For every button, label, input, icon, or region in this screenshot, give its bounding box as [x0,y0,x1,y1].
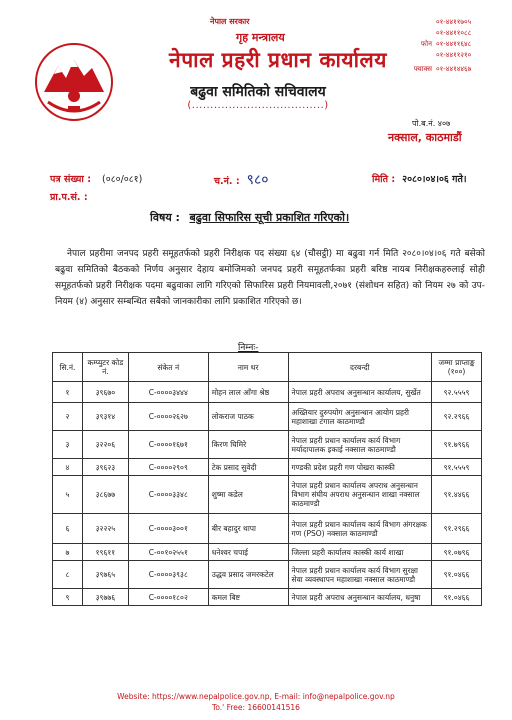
letter-number [50,172,142,185]
letter-number-value: (०८०/०८१) [102,174,143,185]
cell-code: १९६११ [82,544,128,561]
cell-sanket: C-००००१८०२ [128,589,208,606]
cell-darbandi: अख्तियार दुरुपयोग अनुसन्धान आयोग प्रहरी महाशाखा टंगाल काठमाण्डौ [288,403,432,431]
department-name: बढुवा समितिको सचिवालय [190,84,326,100]
table-row [53,459,482,476]
cell-name: टेक प्रसाद सुवेदी [208,459,288,476]
table-row [53,561,482,589]
date-value: २०८०।०४।०६ गते। [402,174,467,185]
cell-darbandi: जिल्ला प्रहरी कार्यालय कास्की कार्य शाखा [288,544,432,561]
cell-sn: २ [53,403,83,431]
cell-score: ९१.२९६६ [432,514,482,544]
table-row [53,403,482,431]
cell-name: मोहन लाल आँगा श्रेष्ठ [208,382,288,403]
cell-sn: ६ [53,514,83,544]
cell-darbandi: नेपाल प्रहरी प्रधान कार्यालय अपराध अनुसन्धान विभाग संघीय अपराध अनुसन्धान शाखा नक्साल काठमाण्डौ [288,476,432,514]
cell-sanket: C-००००१६७१ [128,431,208,459]
cell-name: बीर बहादुर थापा [208,514,288,544]
office-address: नक्साल, काठमाडौं [388,131,462,144]
col-header-darbandi: दरबन्दी [288,353,432,382]
fax-label: फ्याक्स [413,65,432,73]
letter-date [372,172,467,185]
gov-label: नेपाल सरकार [210,17,250,26]
phone-number: ०१-४४११७०५ [436,18,472,26]
promotion-list-table [52,352,482,606]
cell-score: ९२.५५५९ [432,382,482,403]
body-paragraph: नेपाल प्रहरीमा जनपद प्रहरी समूहतर्फको प्रहरी निरीक्षक पद संख्या ६४ (चौसट्ठी) मा बढुवा गर्न मिति २०८०।०४।०६ गते बसेको बढुवा समितिको बैठकको निर्णय अनुसार देहाय बमोजिमको जनपद प्रहरी समूहतर्फका प्रहरी बरिष्ठ नायब निरीक्षकहरुलाई सोही समूहतर्फको प्रहरी निरीक्षक पदमा बढुवाका लागि गरिएको सिफारिस प्रहरी नियमावली,२०७१ (संशोधन सहित) को नियम २७ को उप-नियम (४) अनुसार सम्बन्धित सबैको जानकारीका लागि प्रकाशित गरिएको छ। [55,249,485,307]
cell-sanket: C-००००३४४४ [128,382,208,403]
cell-code: ३८६७७ [82,476,128,514]
po-box: पो.ब.नं. ४०७ [412,119,451,128]
prasa-number [50,190,88,203]
nepal-police-emblem [28,40,120,124]
cell-sn: ३ [53,431,83,459]
cell-sanket: C-००००२६२७ [128,403,208,431]
cell-sn: १ [53,382,83,403]
cell-darbandi: गण्डकी प्रदेश प्रहरी गण पोखरा कास्की [288,459,432,476]
dispatch-number-label: च.नं. : [214,176,240,187]
cell-score: ९१.४४६६ [432,476,482,514]
cell-name: उद्धव प्रसाद जमरकटेल [208,561,288,589]
cell-darbandi: नेपाल प्रहरी प्रधान कार्यालय कार्य विभाग सुरक्षा सेवा व्यवस्थापन महाशाखा नक्साल काठमाण्डौ [288,561,432,589]
col-header-score: जम्मा प्राप्ताङ्क (१००) [432,353,482,382]
cell-sn: ८ [53,561,83,589]
cell-darbandi: नेपाल प्रहरी अपराध अनुसन्धान कार्यालय, सुर्खेत [288,382,432,403]
cell-score: ९२.२९६६ [432,403,482,431]
cell-code: ३२२२५ [82,514,128,544]
cell-sn: ५ [53,476,83,514]
cell-name: किरण घिमिरे [208,431,288,459]
list-title: निम्नः- [238,343,259,353]
cell-darbandi: नेपाल प्रहरी प्रधान कार्यालय कार्य विभाग मर्यादापालक इकाई नक्साल काठमाण्डौ [288,431,432,459]
cell-sanket: C-००००३३४८ [128,476,208,514]
subject-text: बढुवा सिफारिस सूची प्रकाशित गरिएको। [189,211,350,224]
cell-code: ३९६२३ [82,459,128,476]
col-header-sanket: संकेत नं [128,353,208,382]
cell-sanket: C-००००२९०९ [128,459,208,476]
cell-darbandi: नेपाल प्रहरी प्रधान कार्यालय कार्य विभाग अंगरक्षक गण (PSO) नक्साल काठमाण्डौ [288,514,432,544]
cell-sn: ४ [53,459,83,476]
cell-score: ९१.०७९६ [432,544,482,561]
cell-name: लोकराज पाठक [208,403,288,431]
table-row [53,589,482,606]
cell-code: ३९७६५ [82,561,128,589]
dispatch-number [214,170,269,189]
dispatch-number-value: ९८० [246,172,269,188]
cell-code: ३९३१४ [82,403,128,431]
prasa-label: प्रा.प.सं. : [50,192,88,203]
date-label: मिति : [372,174,396,185]
col-header-name: नाम थर [208,353,288,382]
subject-label: विषय : [150,211,180,224]
contact-block [402,18,506,76]
table-row [53,476,482,514]
table-header-row [53,353,482,382]
table-row [53,514,482,544]
cell-name: शुष्मा कडेल [208,476,288,514]
office-name: नेपाल प्रहरी प्रधान कार्यालय [169,48,387,72]
department-dots: (....................................) [187,100,329,111]
cell-sanket: C-००१०२५५१ [128,544,208,561]
cell-score: ९१.७९६६ [432,431,482,459]
ministry-name: गृह मन्त्रालय [236,31,285,44]
footer-contact: Website: https://www.nepalpolice.gov.np, E-mail: info@nepalpolice.gov.np [117,692,395,701]
cell-darbandi: नेपाल प्रहरी अपराध अनुसन्धान कार्यालय, धनुषा [288,589,432,606]
cell-score: ९१.०४६६ [432,561,482,589]
cell-name: कमल बिष्ट [208,589,288,606]
phone-number: ०१-४४११०८८ [436,29,472,37]
table-row [53,382,482,403]
footer-tollfree: To.' Free: 16600141516 [212,703,300,712]
col-header-code: कम्प्युटर कोड नं. [82,353,128,382]
fax-number: ०१-४४१४४६७ [436,65,472,73]
cell-code: ३२२०६ [82,431,128,459]
cell-code: ३९७७६ [82,589,128,606]
table-row [53,544,482,561]
cell-sn: ७ [53,544,83,561]
phone-number: ०१-४४११६४८ [436,40,472,48]
contact-label: फोन [420,40,432,48]
cell-name: धनेश्वर चपाई [208,544,288,561]
col-header-sn: सि.नं. [53,353,83,382]
subject-line [150,210,349,225]
letter-number-label: पत्र संख्या : [50,174,92,185]
cell-code: ३९६७० [82,382,128,403]
table-row [53,431,482,459]
phone-number: ०१-४४११२१० [436,51,472,59]
cell-score: ९१.०४६६ [432,589,482,606]
cell-sn: ९ [53,589,83,606]
cell-sanket: C-००००३९३८ [128,561,208,589]
cell-score: ९१.५५५९ [432,459,482,476]
cell-sanket: C-००००३००१ [128,514,208,544]
